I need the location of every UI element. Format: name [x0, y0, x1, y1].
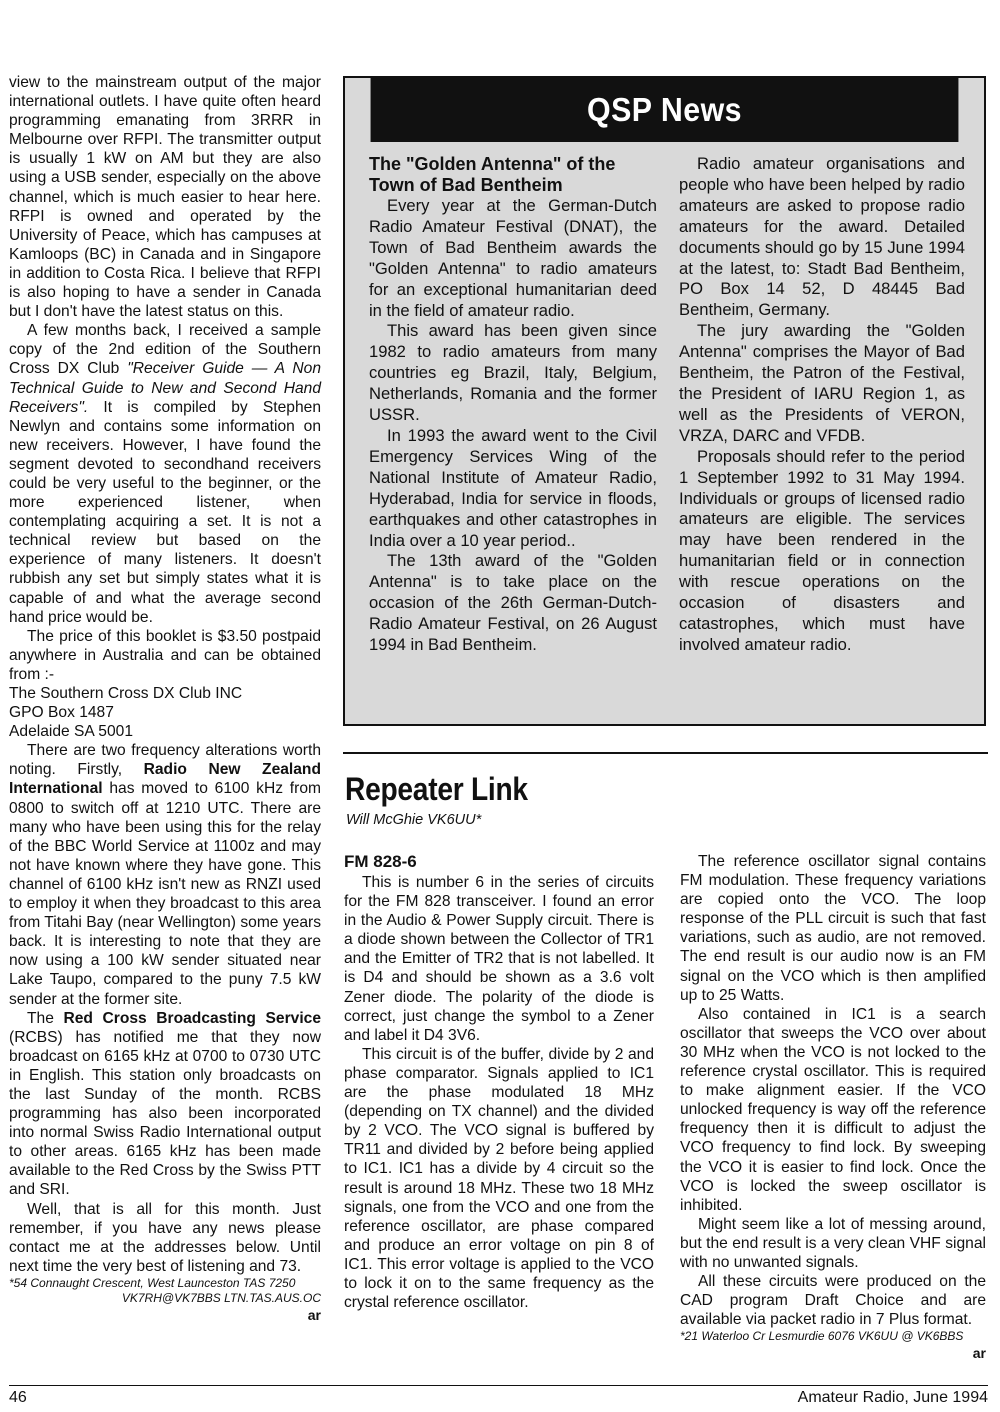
paragraph: The jury awarding the "Golden Antenna" comprises the Mayor of Bad Bentheim, the Patron of the Festival, the President of IARU Region 1, as well as the Presidents of VERON, VRZA, DARC and VFDB.	[679, 321, 965, 445]
paragraph: The reference oscillator signal contains FM modulation. These frequency variations are copied onto the VCO. The loop response of the PLL circuit is such that fast variations, such as audio, are not removed. The end result is our audio now is an FM signal on the VCO which is then amplified up to 25 Watts.	[680, 853, 986, 1004]
address-line: GPO Box 1487	[9, 704, 114, 722]
paragraph: All these circuits were produced on the CAD program Draft Choice and are available via packet radio in 7 Plus format.	[680, 1273, 986, 1329]
paragraph: This circuit is of the buffer, divide by 2 and phase comparator. Signals applied to IC1 are the phase modulated 18 MHz (depending on TX channel) and the divided by 2 VCO. The VCO signal is buffered by TR11 and divided by 2 before being applied to IC1. IC1 has a divide by 4 circuit so the result is around 18 MHz. These two 18 MHz signals, one from the VCO and one from the reference oscillator, are phase compared and produce an error voltage on pin 8 of IC1. This error voltage is applied to the VCO to lock it on to the same frequency as the crystal reference oscillator.	[344, 1045, 654, 1312]
paragraph	[9, 741, 321, 1008]
author-footnote: *21 Waterloo Cr Lesmurdie 6076 VK6UU @ VK6BBS	[680, 1329, 964, 1344]
paragraph: In 1993 the award went to the Civil Emergency Services Wing of the National Institute of Amateur Radio, Hyderabad, India for service in floods, earthquakes and other catastrophes in India over a 10 year period..	[369, 425, 657, 550]
footer-rule	[9, 1385, 988, 1386]
text-run: The	[27, 1009, 64, 1027]
paragraph: Radio amateur organisations and people who have been helped by radio amateurs are asked to propose radio amateurs for the award. Detailed documents should go by 15 June 1994 at the latest, to: Stadt Bad Bentheim, PO Box 14 52, D 48445 Bad Bentheim, Germany.	[679, 154, 965, 320]
paragraph: Also contained in IC1 is a search oscillator that sweeps the VCO over about 30 MHz when the VCO is not locked to the reference crystal oscillator. This is required to make alignment easier. If the VCO unlocked frequency is way off the reference frequency then it is difficult to adjust the VCO frequency to find lock. By sweeping the VCO it is easier to find lock. Once the VCO is locked the sweep oscillator is inhibited.	[680, 1005, 986, 1214]
paragraph: This is number 6 in the series of circuits for the FM 828 transceiver. I found an error in the Audio & Power Supply circuit. There is a diode shown between the Collector of TR1 and the Emitter of TR2 that is not labelled. It is D4 and should be shown as a 3.6 volt Zener diode. The polarity of the diode is correct, just change the symbol to a Zener and label it D4 3V6.	[344, 874, 654, 1044]
paragraph: The price of this booklet is $3.50 postpaid anywhere in Australia and can be obtained from :-	[9, 627, 321, 683]
address-line: Adelaide SA 5001	[9, 723, 133, 741]
left-column	[9, 73, 321, 1324]
paragraph: Well, that is all for this month. Just remember, if you have any news please contact me at the addresses below. Until next time the very best of listening and 73.	[9, 1200, 321, 1275]
section-divider	[343, 752, 988, 754]
qsp-news-header: QSP News	[371, 78, 959, 142]
repeater-left-column	[344, 852, 654, 1312]
text-run: has moved to 6100 kHz from 0800 to switch off at 1210 UTC. There are many who have been using this for the relay of the BBC World Service at 1100z and may not have known where they have gone. This channel of 6100 kHz isn't new as RNZI used to employ it when they broadcast to this area from Titahi Bay (near Wellington) some years back. It is interesting to note that they are now using a 100 kW sender situated near Lake Taupo, compared to the puny 7.5 kW sender at the former site.	[9, 780, 321, 1008]
station-name: Radio New Zealand International	[9, 761, 321, 798]
text-run: (RCBS) has notified me that they now broadcast on 6165 kHz at 0700 to 0730 UTC in English. This station only broadcasts on the last Sunday of the month. RCBS programming has also been incorporated into normal Swiss Radio International output to other areas. 6165 kHz has been made available to the Red Cross by the Swiss PTT and SRI.	[9, 1028, 321, 1199]
text-run: There are two frequency alterations worth noting. Firstly,	[9, 742, 321, 779]
address-line: The Southern Cross DX Club INC	[9, 685, 243, 702]
paragraph: The 13th award of the "Golden Antenna" is to take place on the occasion of the 26th German-Dutch-Radio Amateur Festival, on 26 August 1994 in Bad Bentheim.	[369, 551, 657, 655]
paragraph	[9, 1009, 321, 1200]
page-number: 46	[9, 1389, 27, 1406]
paragraph: Proposals should refer to the period 1 September 1992 to 31 May 1994. Individuals or groups of licensed radio amateurs are eligible. The services may have been rendered in the humanitarian field or in connection with rescue operations on the occasion of disasters and catastrophes, which must have involved amateur radio.	[679, 446, 965, 654]
paragraph: Every year at the German-Dutch Radio Amateur Festival (DNAT), the Town of Bad Bentheim awards the "Golden Antenna" to radio amateurs for an exceptional humanitarian deed in the field of amateur radio.	[369, 196, 657, 320]
paragraph: This award has been given since 1982 to radio amateurs from many countries eg Brazil, Italy, Belgium, Netherlands, Romania and the former USSR.	[369, 321, 657, 425]
subheading: FM 828-6	[344, 852, 417, 871]
publication-line: Amateur Radio, June 1994	[797, 1389, 988, 1406]
qsp-right-column	[679, 154, 965, 656]
qsp-news-box	[343, 76, 986, 726]
text-run: It is compiled by Stephen Newlyn and contains some information on new receivers. However, I have found the segment devoted to secondhand receivers could be very useful to the beginner, or the more experienced listener, when contemplating acquiring a set. It is not a technical review but based on the experience of many listeners. It doesn't rubbish any set but simply states what it is capable of and what the average second hand price would be.	[9, 398, 321, 626]
booklet-title: "Receiver Guide — A Non Technical Guide to New and Second Hand Receivers".	[9, 360, 322, 416]
text-run: A few months back, I received a sample copy of the 2nd edition of the Southern Cross DX Club	[9, 322, 321, 378]
station-name: Red Cross Broadcasting Service	[63, 1009, 321, 1027]
end-mark: ar	[307, 1306, 321, 1323]
paragraph: view to the mainstream output of the major international outlets. I have quite often heard programming emanating from 3RRR in Melbourne over RFPI. The transmitter output is usually 1 kW on AM but they are also using a USB sender, especially on the above channel, which is much easier to hear here. RFPI is owned and operated by the University of Peace, which has campuses at Kamloops (BC) in Canada and in Singapore in addition to Costa Rica. I believe that RFPI is also hoping to have a sender in Canada but I don't have the latest status on this.	[9, 74, 321, 321]
author-footnote: *54 Connaught Crescent, West Launceston TAS 7250	[9, 1275, 296, 1290]
repeater-right-column	[680, 852, 986, 1362]
qsp-left-column	[369, 154, 657, 656]
author-footnote: VK7RH@VK7BBS LTN.TAS.AUS.OC	[121, 1290, 321, 1305]
paragraph	[9, 321, 321, 627]
end-mark: ar	[972, 1345, 986, 1362]
section-title: Repeater Link	[345, 771, 528, 807]
byline: Will McGhie VK6UU*	[346, 812, 482, 828]
paragraph: Might seem like a lot of messing around, but the end result is a very clean VHF signal with no unwanted signals.	[680, 1215, 986, 1271]
article-title: The "Golden Antenna" of the Town of Bad Bentheim	[369, 154, 616, 195]
